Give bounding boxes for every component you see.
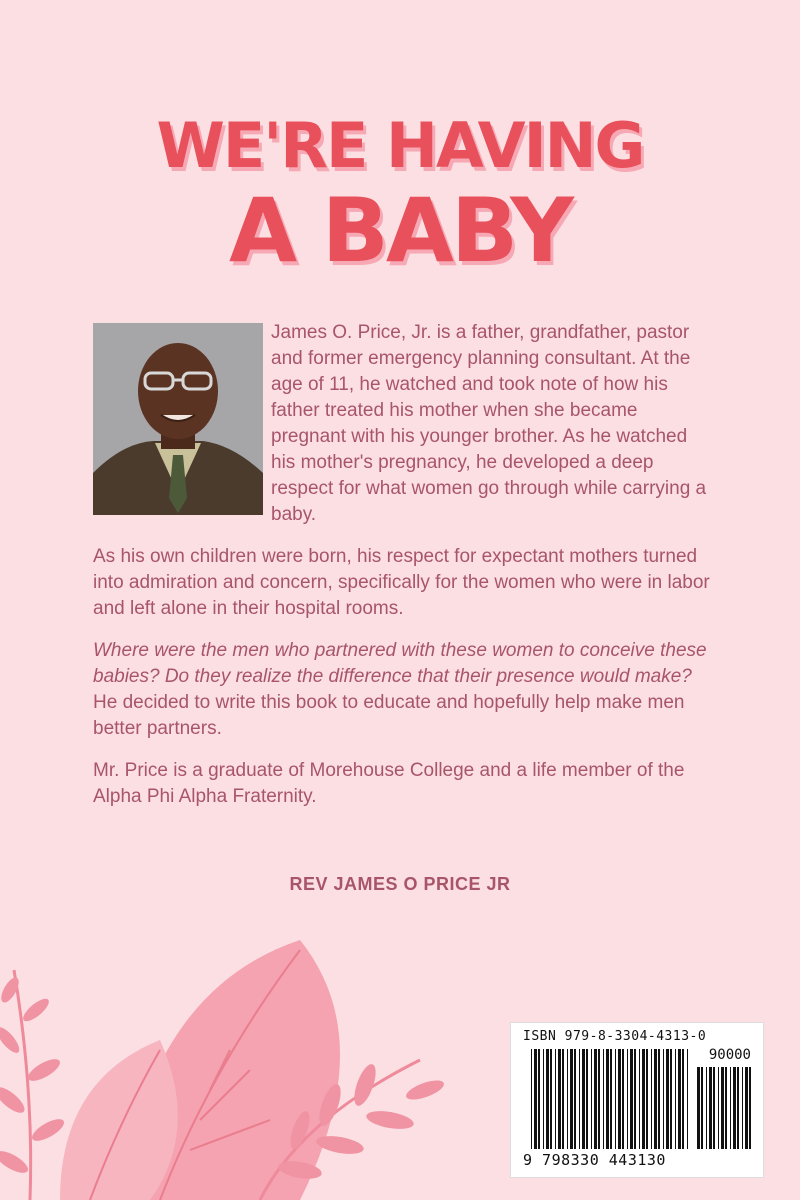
bio-paragraph-2: As his own children were born, his respect for expectant mothers turned into admiration and concern, specifically for the women who were in labor and left alone in their hospital rooms. xyxy=(93,546,710,619)
barcode-bars-main xyxy=(531,1049,691,1149)
italic-question: Where were the men who partnered with these women to conceive these babies? Do they realize the difference that their presence would make? xyxy=(93,640,707,687)
title-line-1: WE'RE HAVING xyxy=(156,109,644,182)
leaf-mid xyxy=(60,1040,178,1200)
price-code: 90000 xyxy=(708,1047,751,1063)
bio-paragraph-1: James O. Price, Jr. is a father, grandfather, pastor and former emergency planning consultant. At the age of 11, he watched and took note of how his father treated his mother when she became pregnant with his younger brother. As he watched his mother's pregnancy, he developed a deep respect for what women go through while carrying a baby. xyxy=(271,322,707,525)
barcode-bars-addon xyxy=(697,1067,753,1149)
title-line-2: A BABY xyxy=(229,179,571,282)
bio-paragraph-3 xyxy=(93,638,715,742)
author-name: REV JAMES O PRICE JR xyxy=(289,874,511,894)
isbn-barcode xyxy=(510,1022,764,1178)
isbn-digits: 9 798330 443130 xyxy=(523,1151,666,1169)
decorative-leaves xyxy=(0,930,540,1200)
bio-paragraph-4: Mr. Price is a graduate of Morehouse College and a life member of the Alpha Phi Alpha Fraternity. xyxy=(93,760,685,807)
bio-paragraph-3-followup: He decided to write this book to educate and hopefully help make men better partners. xyxy=(93,692,685,739)
isbn-label: ISBN 979-8-3304-4313-0 xyxy=(523,1029,707,1044)
author-bio xyxy=(93,320,715,826)
